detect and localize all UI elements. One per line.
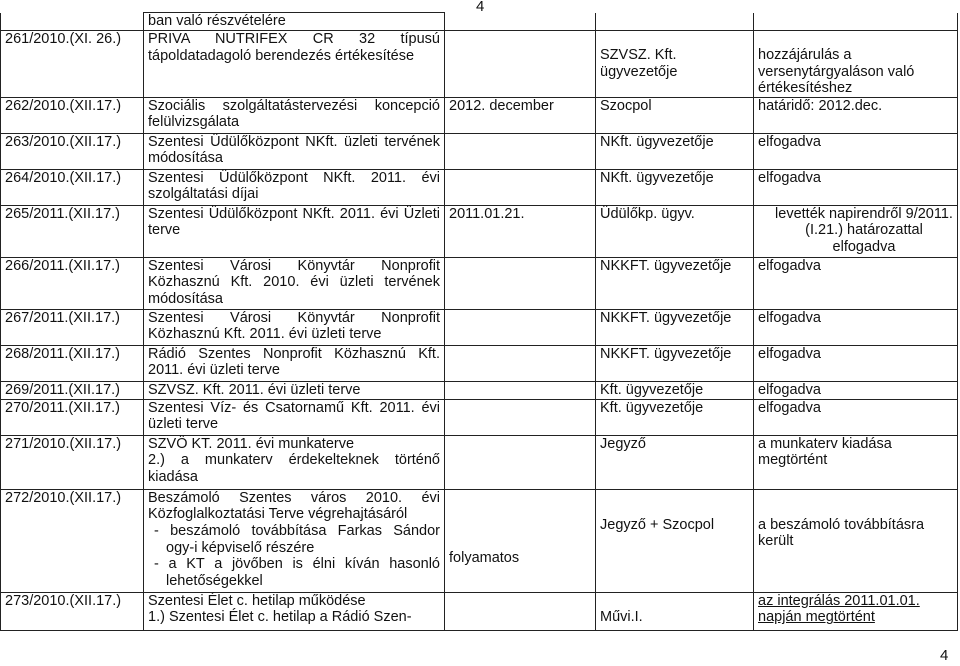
table-row (1, 381, 958, 399)
table-row (1, 205, 958, 257)
responsible: NKft. ügyvezetője (596, 133, 754, 169)
status-text: az integrálás 2011.01.01. napján megtörtént (758, 592, 920, 626)
deadline (445, 399, 596, 435)
resolution-subject: Szentesi Üdülőközpont NKft. 2011. évi szolgáltatási díjai (144, 169, 445, 205)
table-row (1, 97, 958, 133)
deadline (445, 381, 596, 399)
responsible: NKKFT. ügyvezetője (596, 345, 754, 381)
resolution-subject: Szentesi Üdülőközpont NKft. 2011. évi Üzleti terve (144, 205, 445, 257)
responsible (596, 489, 754, 592)
status (754, 13, 958, 31)
resolution-id: 272/2010.(XII.17.) (1, 489, 144, 592)
status: elfogadva (754, 257, 958, 309)
resolution-id (1, 13, 144, 31)
responsible: Szocpol (596, 97, 754, 133)
status-text: levették napirendről 9/2011.(I.21.) határozattal elfogadva (775, 205, 953, 255)
page-number-top: 4 (476, 0, 485, 15)
responsible-text: Jegyző + Szocpol (600, 516, 715, 533)
resolution-register-table (0, 12, 958, 631)
resolution-id: 261/2010.(XI. 26.) (1, 31, 144, 98)
resolution-id: 262/2010.(XII.17.) (1, 97, 144, 133)
deadline (445, 133, 596, 169)
status: elfogadva (754, 169, 958, 205)
deadline (445, 345, 596, 381)
deadline (445, 435, 596, 489)
table-row (1, 435, 958, 489)
responsible: Jegyző (596, 435, 754, 489)
resolution-id: 267/2011.(XII.17.) (1, 309, 144, 345)
resolution-id: 264/2010.(XII.17.) (1, 169, 144, 205)
status (754, 31, 958, 98)
status: elfogadva (754, 381, 958, 399)
responsible: NKft. ügyvezetője (596, 169, 754, 205)
deadline (445, 592, 596, 630)
status: elfogadva (754, 133, 958, 169)
resolution-subject (144, 592, 445, 630)
subject-main: Szentesi Élet c. hetilap működése (148, 592, 366, 609)
table-row (1, 592, 958, 630)
status: a munkaterv kiadása megtörtént (754, 435, 958, 489)
subject-sub: 1.) Szentesi Élet c. hetilap a Rádió Szen- (148, 609, 412, 626)
resolution-id: 268/2011.(XII.17.) (1, 345, 144, 381)
responsible: NKKFT. ügyvezetője (596, 309, 754, 345)
page-number-bottom: 4 (940, 647, 949, 664)
deadline: 2012. december (445, 97, 596, 133)
responsible-text: Művi.I. (600, 608, 643, 625)
status (754, 592, 958, 630)
table-row (1, 169, 958, 205)
table-row (1, 399, 958, 435)
responsible (596, 592, 754, 630)
table-row (1, 489, 958, 592)
resolution-id: 266/2011.(XII.17.) (1, 257, 144, 309)
resolution-subject: ban való részvételére (144, 13, 445, 31)
responsible-text: SZVSZ. Kft. ügyvezetője (600, 47, 678, 80)
resolution-id: 263/2010.(XII.17.) (1, 133, 144, 169)
table-row (1, 309, 958, 345)
status (754, 205, 958, 257)
status-text: a beszámoló továbbításra került (758, 516, 925, 550)
status: határidő: 2012.dec. (754, 97, 958, 133)
resolution-subject (144, 435, 445, 489)
deadline (445, 13, 596, 31)
resolution-id: 273/2010.(XII.17.) (1, 592, 144, 630)
table-row (1, 345, 958, 381)
deadline (445, 489, 596, 592)
responsible: Kft. ügyvezetője (596, 381, 754, 399)
resolution-subject (144, 489, 445, 592)
deadline (445, 31, 596, 98)
table-row (1, 257, 958, 309)
deadline: 2011.01.21. (445, 205, 596, 257)
status: elfogadva (754, 309, 958, 345)
resolution-id: 269/2011.(XII.17.) (1, 381, 144, 399)
subject-bullet: - beszámoló továbbítása Farkas Sándor ogy-i képviselő részére (154, 522, 440, 556)
status-text: hozzájárulás a versenytárgyaláson való értékesítéshez (758, 47, 915, 97)
resolution-subject: Szentesi Üdülőközpont NKft. üzleti tervének módosítása (144, 133, 445, 169)
resolution-subject: Szentesi Városi Könyvtár Nonprofit Közhasznú Kft. 2010. évi üzleti tervének módosítása (144, 257, 445, 309)
deadline (445, 257, 596, 309)
responsible (596, 31, 754, 98)
deadline-text: folyamatos (449, 549, 520, 566)
subject-main: Beszámoló Szentes város 2010. évi Közfoglalkoztatási Terve végrehajtásáról (148, 489, 440, 523)
resolution-id: 270/2011.(XII.17.) (1, 399, 144, 435)
deadline (445, 309, 596, 345)
resolution-subject: Szentesi Városi Könyvtár Nonprofit Közhasznú Kft. 2011. évi üzleti terve (144, 309, 445, 345)
status: elfogadva (754, 345, 958, 381)
resolution-subject: Szociális szolgáltatástervezési koncepció felülvizsgálata (144, 97, 445, 133)
deadline (445, 169, 596, 205)
resolution-subject: SZVSZ. Kft. 2011. évi üzleti terve (144, 381, 445, 399)
status (754, 489, 958, 592)
resolution-subject: Szentesi Víz- és Csatornamű Kft. 2011. évi üzleti terve (144, 399, 445, 435)
status: elfogadva (754, 399, 958, 435)
responsible: Kft. ügyvezetője (596, 399, 754, 435)
table-row (1, 31, 958, 98)
resolution-id: 271/2010.(XII.17.) (1, 435, 144, 489)
responsible (596, 13, 754, 31)
table-row (1, 13, 958, 31)
subject-bullet: - a KT a jövőben is élni kíván hasonló lehetőségekkel (154, 556, 440, 589)
responsible: Üdülőkp. ügyv. (596, 205, 754, 257)
resolution-subject: Rádió Szentes Nonprofit Közhasznú Kft. 2011. évi üzleti terve (144, 345, 445, 381)
responsible: NKKFT. ügyvezetője (596, 257, 754, 309)
table-row (1, 133, 958, 169)
subject-sub: 2.) a munkaterv érdekelteknek történő kiadása (148, 452, 440, 485)
subject-main: SZVÖ KT. 2011. évi munkaterve (148, 435, 355, 452)
resolution-subject: PRIVA NUTRIFEX CR 32 típusú tápoldatadagoló berendezés értékesítése (144, 31, 445, 98)
resolution-id: 265/2011.(XII.17.) (1, 205, 144, 257)
